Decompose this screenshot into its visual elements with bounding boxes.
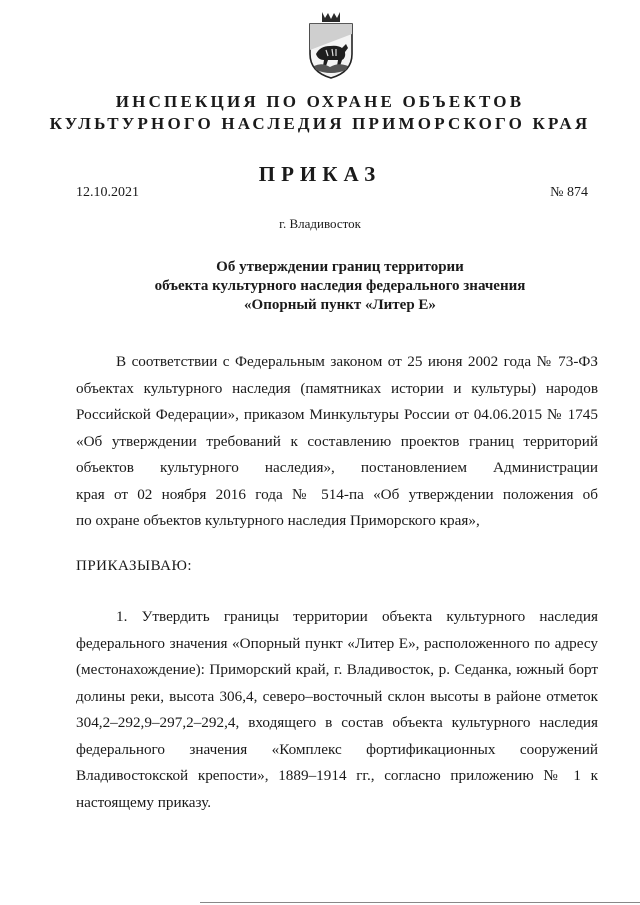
preamble-line: «Об утверждении требований к составлению проектов границ территорий (76, 432, 598, 450)
preamble-line: края от 02 ноября 2016 года № 514-па «Об утверждении положения об (76, 485, 598, 503)
coat-of-arms-icon (300, 10, 362, 80)
order-item-line: федерального значения «Опорный пункт «Литер Е», расположенного по адресу (76, 634, 598, 652)
document-number: № 874 (550, 185, 588, 200)
preamble-line: по охране объектов культурного наследия Приморского края», (76, 512, 480, 529)
preamble-line: В соответствии с Федеральным законом от 25 июня 2002 года № 73-ФЗ (116, 353, 598, 370)
document-date: 12.10.2021 (76, 185, 139, 200)
document-city: г. Владивосток (279, 216, 361, 231)
preamble-line: объектах культурного наследия (памятниках истории и культуры) народов (76, 379, 598, 397)
preamble-line: Российской Федерации», приказом Минкультуры России от 04.06.2015 № 1745 (76, 406, 598, 423)
order-item-line: (местонахождение): Приморский край, г. Владивосток, р. Седанка, южный борт (76, 661, 598, 678)
preamble-paragraph (76, 349, 598, 535)
organization-name-line1: ИНСПЕКЦИЯ ПО ОХРАНЕ ОБЪЕКТОВ (115, 92, 525, 111)
order-item-1 (76, 604, 598, 816)
order-item-line: федерального значения «Комплекс фортификационных сооружений (76, 740, 598, 758)
order-item-line: 1. Утвердить границы территории объекта культурного наследия (116, 608, 598, 625)
order-word: ПРИКАЗЫВАЮ: (76, 558, 193, 574)
order-item-line: настоящему приказу. (76, 793, 212, 811)
page-bottom-rule (200, 902, 640, 903)
subject-line3: «Опорный пункт «Литер Е» (244, 297, 436, 313)
document-type-title: ПРИКАЗ (258, 162, 382, 186)
subject-line1: Об утверждении границ территории (216, 259, 464, 275)
order-item-line: долины реки, высота 306,4, северо–восточный склон высоты в районе отметок (76, 687, 598, 705)
preamble-line: объектов культурного наследия», постановлением Администрации (76, 459, 598, 476)
order-item-line: Владивостокской крепости», 1889–1914 гг., согласно приложению № 1 к (76, 767, 598, 784)
subject-line2: объекта культурного наследия федерального значения (154, 278, 526, 294)
organization-name-line2: КУЛЬТУРНОГО НАСЛЕДИЯ ПРИМОРСКОГО КРАЯ (49, 114, 591, 133)
order-item-line: 304,2–292,9–297,2–292,4, входящего в состав объекта культурного наследия (76, 714, 598, 731)
